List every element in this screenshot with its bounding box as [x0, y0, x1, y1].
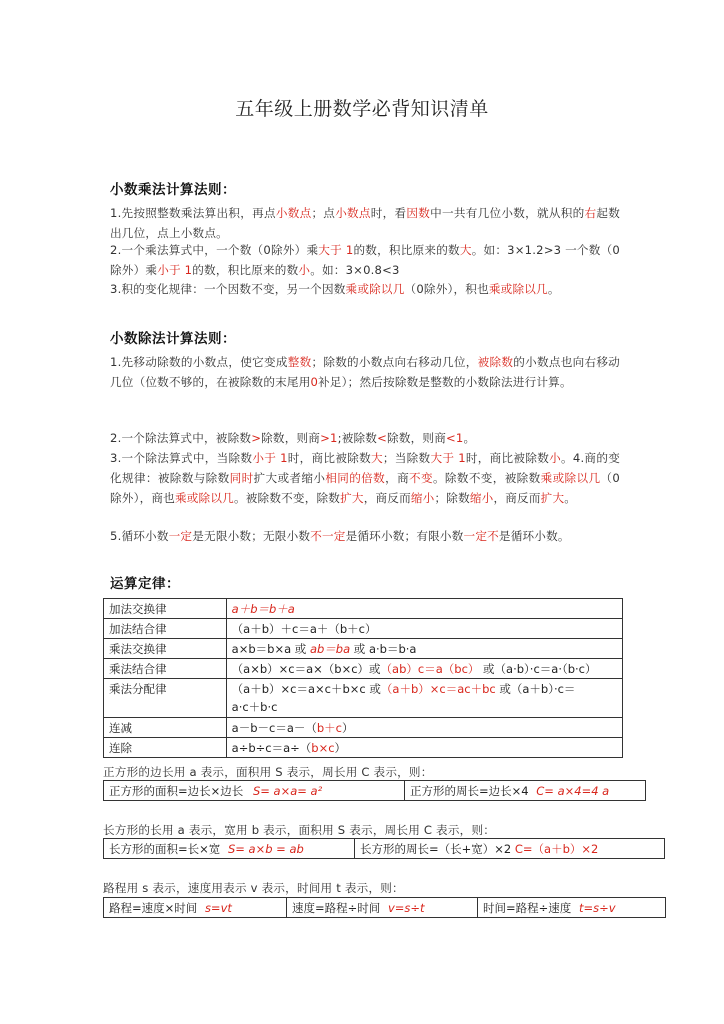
travel-time-label: 时间=路程÷速度 [483, 900, 572, 915]
highlight-text: 大 [459, 243, 472, 257]
highlight-text: 因数 [406, 206, 431, 220]
paragraph-div-3 [110, 448, 620, 508]
paragraph-mul-2 [110, 240, 620, 280]
rect-note: 长方形的长用 a 表示，宽用 b 表示，面积用 S 表示，周长用 C 表示，则： [103, 823, 496, 837]
section-heading-division: 小数除法计算法则： [110, 331, 236, 347]
laws-table [103, 598, 623, 758]
rect-area-cell [104, 839, 355, 859]
law-formula-cell [226, 718, 622, 738]
highlight-text: 小数点 [335, 206, 371, 220]
highlight-text: 乘或除以几 [540, 471, 601, 485]
body-text: 补足）；然后按除数是整数的小数除法进行计算。 [318, 375, 572, 389]
highlight-text: 小 [549, 451, 561, 465]
body-text: 起数出几位，点上小数点。 [110, 206, 620, 240]
formula-text: ） [334, 740, 347, 755]
square-area-cell [104, 781, 405, 801]
body-text: 的小数点也向右移动几位（位数不够的，在被除数的末尾用 [110, 355, 620, 389]
law-name-cell: 乘法结合律 [104, 659, 227, 679]
formula-highlight: ab＝ba [309, 641, 351, 656]
square-perim-label: 正方形的周长=边长×4 [410, 783, 529, 798]
table-row [104, 659, 623, 679]
square-table [103, 780, 646, 801]
formula-text: （a＋b）×c＝a×c＋b×c 或 [231, 682, 381, 696]
rect-perim-formula: C=（a＋b）×2 [514, 841, 599, 856]
formula-text: （a＋b）＋c＝a＋（b＋c） [231, 621, 377, 636]
body-text: 3.积的变化规律：一个因数不变，另一个因数 [110, 282, 346, 296]
formula-text: （a×b）×c＝a×（b×c）或 [231, 661, 381, 676]
square-note: 正方形的边长用 a 表示，面积用 S 表示，周长用 C 表示，则： [103, 765, 433, 779]
formula-text: ） [342, 720, 354, 735]
law-name-cell: 乘法分配律 [104, 679, 227, 718]
highlight-text: 小 [298, 263, 311, 277]
body-text: 除数，则商 [261, 431, 321, 445]
law-formula-cell [226, 639, 622, 659]
body-text: ;被除数 [337, 431, 378, 445]
rect-table [103, 838, 665, 859]
travel-distance-formula: s=vt [204, 900, 232, 915]
highlight-text: 乘或除以几 [174, 491, 234, 505]
body-text: ，商反而 [493, 491, 541, 505]
highlight-text: 一定不 [463, 529, 499, 543]
formula-text: a－b－c＝a－（ [231, 720, 317, 735]
travel-speed-cell [287, 898, 478, 918]
highlight-text: 一定 [168, 529, 193, 543]
highlight-text: 不一定 [310, 529, 346, 543]
highlight-text: 小数点 [275, 206, 312, 220]
body-text: ，商 [385, 471, 410, 485]
highlight-text: 乘或除以几 [345, 282, 405, 296]
body-text: 。 [547, 282, 560, 296]
body-text: （0除外），积也 [404, 282, 489, 296]
body-text: 扩大或者缩小 [253, 471, 326, 485]
highlight-text: <1 [446, 431, 464, 445]
body-text: 的数，积比原来的数 [353, 243, 460, 257]
body-text: 时，商比被除数 [287, 451, 371, 465]
body-text: 2.一个乘法算式中，一个数（0除外）乘 [110, 243, 319, 257]
highlight-text: 大于 1 [430, 451, 466, 465]
table-row [104, 639, 623, 659]
highlight-text: 不变 [409, 471, 433, 485]
law-name-cell: 加法结合律 [104, 619, 227, 639]
formula-text: 或（a·b）·c＝a·（b·c） [479, 661, 597, 676]
body-text: 1.先移动除数的小数点，使它变成 [110, 355, 288, 369]
highlight-text: 乘或除以几 [488, 282, 548, 296]
highlight-text: 0 [310, 375, 319, 389]
body-text: 。如：3×1.2>3 一个数（0除外）乘 [110, 243, 620, 277]
body-text: 是循环小数；有限小数 [345, 529, 464, 543]
travel-distance-label: 路程=速度×时间 [109, 900, 198, 915]
highlight-text: 扩大 [340, 491, 364, 505]
highlight-text: 大 [370, 451, 383, 465]
law-name-cell: 连减 [104, 718, 227, 738]
highlight-text: 小于 1 [157, 263, 193, 277]
highlight-text: >1 [320, 431, 338, 445]
body-text: ；除数的小数点向右移动几位， [311, 355, 478, 369]
highlight-text: 大于 1 [318, 243, 354, 257]
formula-text: a·c＋b·c [231, 700, 278, 714]
body-text: 。 [463, 431, 476, 445]
formula-text: 或 a·b＝b·a [350, 641, 417, 656]
travel-note: 路程用 s 表示，速度用表示 v 表示，时间用 t 表示，则： [103, 881, 404, 895]
table-row [104, 599, 623, 619]
body-text: 2.一个除法算式中，被除数 [110, 431, 252, 445]
body-text: 。如：3×0.8<3 [310, 263, 400, 277]
travel-speed-label: 速度=路程÷时间 [292, 900, 381, 915]
law-name-cell: 乘法交换律 [104, 639, 227, 659]
travel-time-formula: t=s÷v [578, 900, 616, 915]
section-heading-laws: 运算定律： [110, 576, 180, 592]
body-text: 除数，则商 [387, 431, 447, 445]
paragraph-mul-1 [110, 203, 620, 243]
body-text: 中一共有几位小数，就从积的 [430, 206, 585, 220]
formula-text: a÷b÷c＝a÷（ [231, 740, 312, 755]
body-text: 是无限小数；无限小数 [192, 529, 311, 543]
formula-highlight: b×c [311, 740, 335, 755]
rect-perim-cell [355, 839, 665, 859]
body-text: （0除外），商也 [110, 471, 620, 505]
section-heading-multiplication: 小数乘法计算法则： [110, 182, 236, 198]
square-perim-formula: C= a×4=4 a [536, 783, 610, 798]
body-text: ；除数 [434, 491, 470, 505]
body-text: 的数，积比原来的数 [192, 263, 299, 277]
law-name-cell: 连除 [104, 738, 227, 758]
travel-table [103, 897, 666, 918]
highlight-text: 缩小 [469, 491, 494, 505]
highlight-text: 相同的倍数 [325, 471, 386, 485]
law-name-cell: 加法交换律 [104, 599, 227, 619]
table-row [104, 898, 666, 918]
square-perim-cell [405, 781, 646, 801]
law-formula-cell [226, 659, 622, 679]
formula-text: 或（a＋b）·c＝ [495, 682, 576, 696]
square-area-formula: S= a×a= a² [252, 783, 323, 798]
formula-text: 或 [291, 641, 310, 656]
body-text: 。4.商的变化规律：被除数与除数 [110, 451, 620, 485]
highlight-text: < [377, 431, 388, 445]
body-text: 3.一个除法算式中，当除数 [110, 451, 253, 465]
body-text: 。 [564, 491, 577, 505]
rect-area-formula: S= a×b = ab [227, 841, 304, 856]
highlight-text: 同时 [229, 471, 254, 485]
formula-highlight: a＋b＝b＋a [231, 601, 295, 616]
law-formula-cell [226, 619, 622, 639]
paragraph-mul-3 [110, 279, 620, 299]
table-row [104, 619, 623, 639]
table-row [104, 781, 646, 801]
highlight-text: 整数 [287, 355, 312, 369]
highlight-text: 扩大 [540, 491, 565, 505]
travel-distance-cell [104, 898, 287, 918]
law-formula-cell [226, 738, 622, 758]
paragraph-div-4 [110, 526, 620, 546]
body-text: 5.循环小数 [110, 529, 169, 543]
table-row [104, 718, 623, 738]
law-formula-cell [226, 679, 622, 718]
body-text: 是循环小数。 [498, 529, 570, 543]
rect-perim-label: 长方形的周长=（长+宽）×2 [360, 841, 512, 856]
body-text: ；当除数 [382, 451, 431, 465]
square-area-label: 正方形的面积=边长×边长 [109, 783, 244, 798]
highlight-text: 小于 1 [252, 451, 288, 465]
body-text: ；点 [311, 206, 336, 220]
highlight-text: 右 [584, 206, 597, 220]
body-text: 时，看 [370, 206, 407, 220]
formula-text: a×b＝b×a [231, 641, 292, 656]
highlight-text: > [251, 431, 262, 445]
travel-time-cell [478, 898, 666, 918]
body-text: 。被除数不变，除数 [233, 491, 341, 505]
formula-highlight: （a＋b）×c＝ac＋bc [380, 682, 496, 696]
body-text: ，商反而 [363, 491, 411, 505]
body-text: 1.先按照整数乘法算出积，再点 [110, 206, 276, 220]
travel-speed-formula: v=s÷t [387, 900, 425, 915]
law-formula-cell [226, 599, 622, 619]
highlight-text: 被除数 [477, 355, 514, 369]
table-row [104, 839, 665, 859]
page-title: 五年级上册数学必背知识清单 [235, 98, 489, 120]
body-text: 。除数不变，被除数 [432, 471, 541, 485]
table-row [104, 738, 623, 758]
table-row [104, 679, 623, 718]
formula-highlight: b＋c [316, 720, 342, 735]
formula-highlight: （ab）c＝a（bc） [380, 661, 480, 676]
rect-area-label: 长方形的面积=长×宽 [109, 841, 221, 856]
body-text: 时，商比被除数 [465, 451, 550, 465]
paragraph-div-2 [110, 428, 620, 448]
highlight-text: 缩小 [410, 491, 435, 505]
paragraph-div-1 [110, 352, 620, 392]
